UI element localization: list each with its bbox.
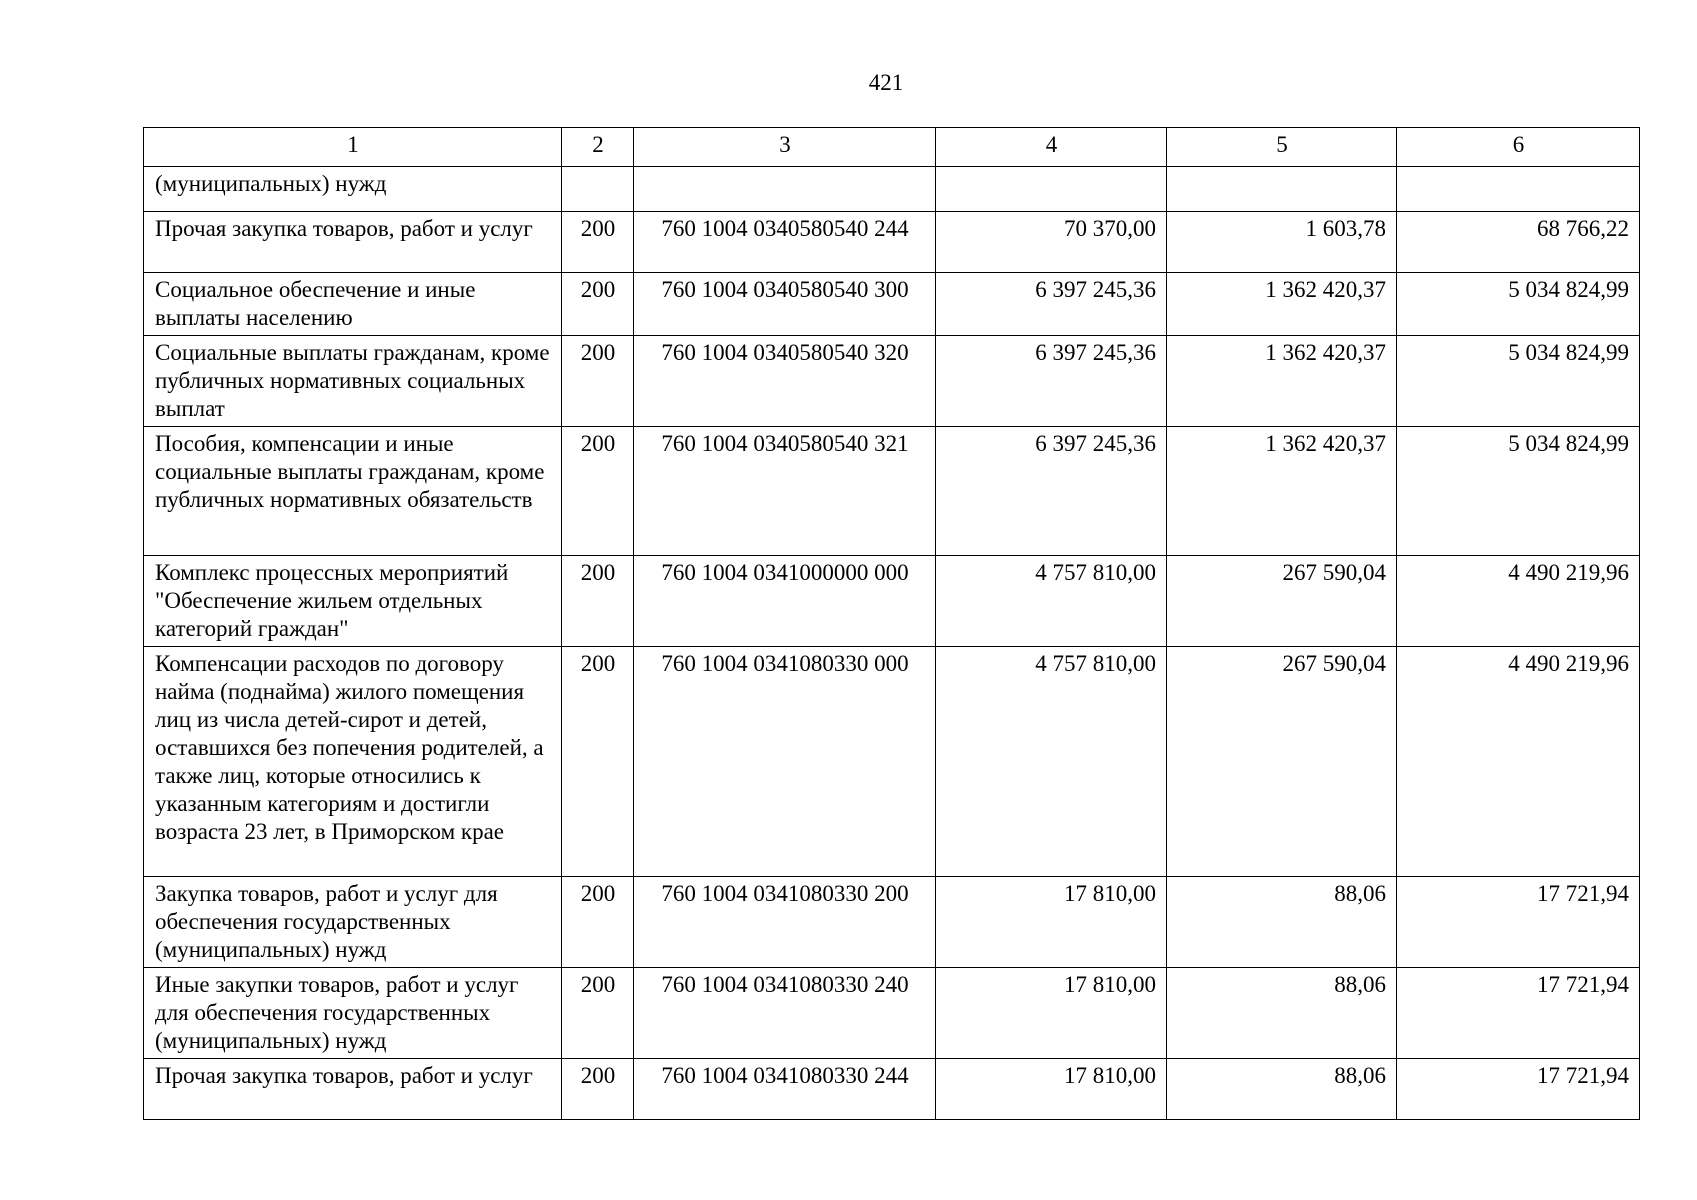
column-header: 4 (936, 128, 1167, 167)
column-header: 3 (634, 128, 936, 167)
row-amount-5-cell: 88,06 (1167, 877, 1397, 968)
row-amount-5-cell: 88,06 (1167, 968, 1397, 1059)
row-amount-4-cell: 17 810,00 (936, 877, 1167, 968)
row-amount-4-cell: 6 397 245,36 (936, 427, 1167, 556)
row-amount-5-cell: 267 590,04 (1167, 647, 1397, 877)
table-row (144, 273, 1640, 336)
row-name-cell: Социальное обеспечение и иные выплаты населению (144, 273, 562, 336)
row-amount-6-cell: 4 490 219,96 (1397, 556, 1640, 647)
table-row (144, 647, 1640, 877)
row-amount-4-cell: 4 757 810,00 (936, 647, 1167, 877)
row-code-cell: 760 1004 0341000000 000 (634, 556, 936, 647)
row-col2-cell: 200 (562, 273, 634, 336)
row-code-cell: 760 1004 0341080330 240 (634, 968, 936, 1059)
row-name-cell: Закупка товаров, работ и услуг для обеспечения государственных (муниципальных) нужд (144, 877, 562, 968)
row-amount-4-cell: 17 810,00 (936, 968, 1167, 1059)
row-col2-cell: 200 (562, 647, 634, 877)
table-row (144, 877, 1640, 968)
row-name-cell: Компенсации расходов по договору найма (поднайма) жилого помещения лиц из числа детей-сирот и детей, оставшихся без попечения родителей, а также лиц, которые относились к указанным категориям и достигли возраста 23 лет, в Приморском крае (144, 647, 562, 877)
row-amount-6-cell: 5 034 824,99 (1397, 273, 1640, 336)
row-amount-4-cell: 6 397 245,36 (936, 336, 1167, 427)
table-row (144, 336, 1640, 427)
column-header: 6 (1397, 128, 1640, 167)
row-amount-5-cell: 1 362 420,37 (1167, 336, 1397, 427)
row-amount-4-cell: 6 397 245,36 (936, 273, 1167, 336)
row-name-cell: Прочая закупка товаров, работ и услуг (144, 212, 562, 273)
page-number: 421 (868, 70, 904, 95)
row-amount-4-cell (936, 167, 1167, 212)
row-col2-cell: 200 (562, 556, 634, 647)
row-col2-cell (562, 167, 634, 212)
row-code-cell: 760 1004 0340580540 300 (634, 273, 936, 336)
row-col2-cell: 200 (562, 427, 634, 556)
row-name-cell: Социальные выплаты гражданам, кроме публичных нормативных социальных выплат (144, 336, 562, 427)
table-row (144, 212, 1640, 273)
row-col2-cell: 200 (562, 336, 634, 427)
row-amount-5-cell: 88,06 (1167, 1059, 1397, 1120)
row-amount-4-cell: 70 370,00 (936, 212, 1167, 273)
row-amount-5-cell: 267 590,04 (1167, 556, 1397, 647)
row-amount-4-cell: 4 757 810,00 (936, 556, 1167, 647)
row-code-cell: 760 1004 0340580540 321 (634, 427, 936, 556)
column-header: 5 (1167, 128, 1397, 167)
table-row (144, 167, 1640, 212)
row-amount-6-cell (1397, 167, 1640, 212)
row-amount-6-cell: 17 721,94 (1397, 968, 1640, 1059)
row-col2-cell: 200 (562, 1059, 634, 1120)
row-name-cell: Прочая закупка товаров, работ и услуг (144, 1059, 562, 1120)
row-amount-5-cell: 1 362 420,37 (1167, 273, 1397, 336)
row-amount-6-cell: 17 721,94 (1397, 1059, 1640, 1120)
row-amount-6-cell: 68 766,22 (1397, 212, 1640, 273)
table-row (144, 427, 1640, 556)
column-header: 1 (144, 128, 562, 167)
table-row (144, 1059, 1640, 1120)
row-name-cell: Пособия, компенсации и иные социальные выплаты гражданам, кроме публичных нормативных обязательств (144, 427, 562, 556)
row-code-cell: 760 1004 0341080330 244 (634, 1059, 936, 1120)
row-name-cell: Комплекс процессных мероприятий "Обеспечение жильем отдельных категорий граждан" (144, 556, 562, 647)
table-row (144, 968, 1640, 1059)
row-amount-5-cell: 1 603,78 (1167, 212, 1397, 273)
row-col2-cell: 200 (562, 968, 634, 1059)
table-header-row (144, 128, 1640, 167)
row-amount-5-cell (1167, 167, 1397, 212)
row-name-cell: (муниципальных) нужд (144, 167, 562, 212)
row-amount-6-cell: 5 034 824,99 (1397, 427, 1640, 556)
row-name-cell: Иные закупки товаров, работ и услуг для обеспечения государственных (муниципальных) нужд (144, 968, 562, 1059)
row-code-cell: 760 1004 0340580540 320 (634, 336, 936, 427)
row-col2-cell: 200 (562, 212, 634, 273)
row-amount-6-cell: 5 034 824,99 (1397, 336, 1640, 427)
row-code-cell: 760 1004 0341080330 000 (634, 647, 936, 877)
row-code-cell: 760 1004 0340580540 244 (634, 212, 936, 273)
column-header: 2 (562, 128, 634, 167)
row-col2-cell: 200 (562, 877, 634, 968)
table-row (144, 556, 1640, 647)
row-amount-6-cell: 4 490 219,96 (1397, 647, 1640, 877)
row-amount-6-cell: 17 721,94 (1397, 877, 1640, 968)
row-amount-5-cell: 1 362 420,37 (1167, 427, 1397, 556)
row-code-cell: 760 1004 0341080330 200 (634, 877, 936, 968)
row-amount-4-cell: 17 810,00 (936, 1059, 1167, 1120)
budget-table (143, 127, 1640, 1120)
row-code-cell (634, 167, 936, 212)
